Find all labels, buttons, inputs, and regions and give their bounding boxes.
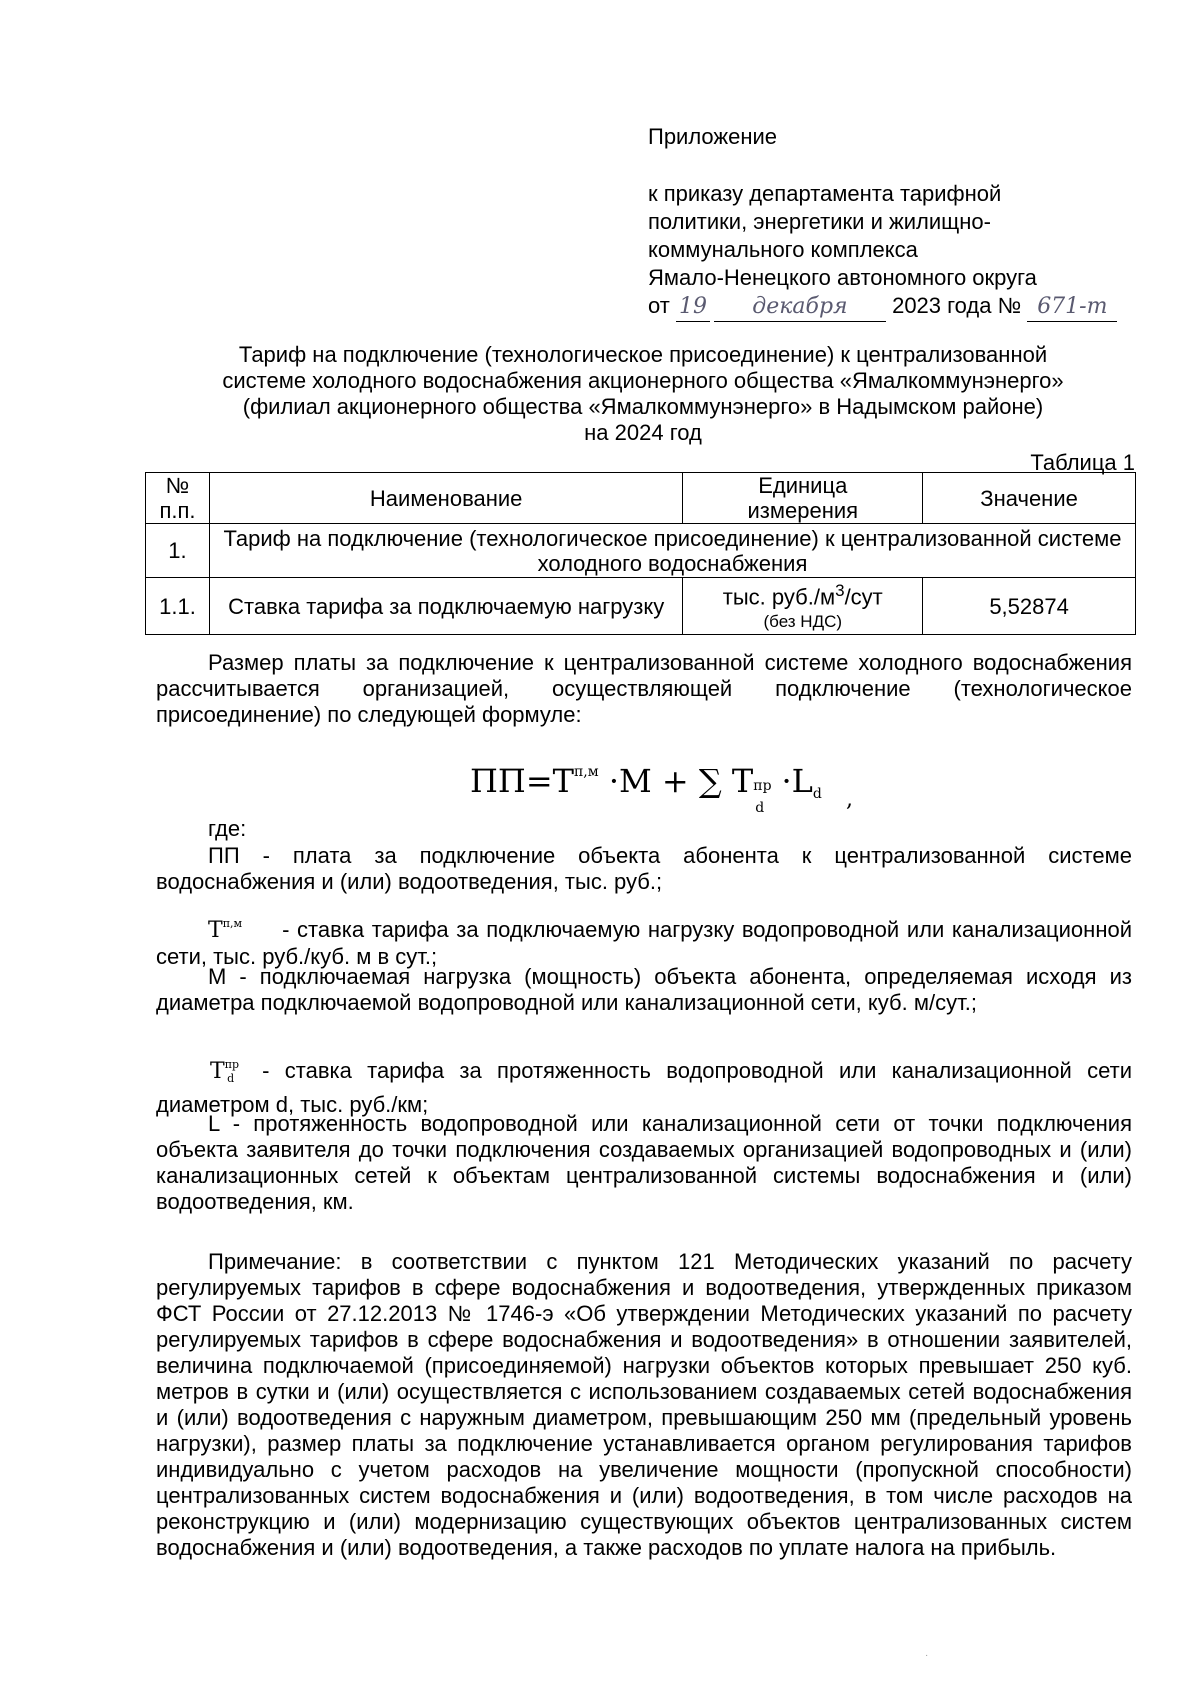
order-line: Ямало-Ненецкого автономного округа xyxy=(648,265,1037,290)
appendix-label: Приложение xyxy=(648,124,778,149)
formula-plus: + xyxy=(661,762,689,800)
scan-speck: · xyxy=(925,1650,929,1661)
formula xyxy=(470,762,853,816)
term-t-symbol: Т xyxy=(208,918,223,943)
row-unit-main xyxy=(687,578,918,609)
row-num: 1.1. xyxy=(146,578,210,635)
formula-comma: , xyxy=(846,787,853,812)
formula-t1-sup: п,м xyxy=(573,764,599,780)
formula-l-sub: d xyxy=(812,786,822,802)
table-caption: Таблица 1 xyxy=(1030,450,1135,475)
definition-m: М - подключаемая нагрузка (мощность) объекта абонента, определяемая исходя из диаметра подключаемой водопроводной или канализационной сети, куб. м/сут.; xyxy=(156,964,1132,1015)
header-name: Наименование xyxy=(209,473,682,524)
formula-sum: ∑ xyxy=(698,762,722,800)
table-row xyxy=(146,524,1136,578)
order-reference xyxy=(648,180,1128,322)
unit-superscript: 3 xyxy=(835,581,845,600)
order-line: политики, энергетики и жилищно- xyxy=(648,209,991,234)
title-line: системе холодного водоснабжения акционерного общества «Ямалкоммунэнерго» xyxy=(222,368,1064,393)
definition-t-text: - ставка тарифа за подключаемую нагрузку водопроводной или канализационной сети, тыс. руб./куб. м в сут.; xyxy=(156,917,1132,969)
unit-tail-text: /сут xyxy=(844,584,883,610)
header-unit xyxy=(683,473,923,524)
table-row xyxy=(146,578,1136,635)
handwritten-month: декабря xyxy=(714,293,886,322)
formula-m: М xyxy=(618,762,652,800)
formula-t2-sup: пр xyxy=(753,778,772,794)
note-paragraph: Примечание: в соответствии с пунктом 121 Методических указаний по расчету регулируемых тарифов в сфере водоснабжения и водоотведения, утвержденных приказом ФСТ России от 27.12.2013 № 1746-э «Об утверждении Методических указаний по расчету регулируемых тарифов в сфере водоснабжения и водоотведения» в отношении заявителей, величина подключаемой (присоединяемой) нагрузки объектов которых превышает 250 куб. метров в сутки и (или) осуществляется с использованием создаваемых сетей водоснабжения и (или) водоотведения с наружным диаметром, превышающим 250 мм (предельный уровень нагрузки), размер платы за подключение устанавливается органом регулирования тарифов индивидуально с учетом расходов на увеличение мощности (пропускной способности) централизованных систем водоснабжения и (или) водоотведения, в том числе расходов на реконструкцию и (или) модернизацию существующих объектов централизованных систем водоснабжения и (или) водоотведения, а также расходов по уплате налога на прибыль. xyxy=(156,1249,1132,1560)
formula-dot: · xyxy=(608,762,619,800)
row-unit-note: (без НДС) xyxy=(763,612,843,632)
term-td-subscript: d xyxy=(227,1072,235,1085)
title-line: (филиал акционерного общества «Ямалкоммунэнерго» в Надымском районе) xyxy=(242,394,1044,419)
definition-t xyxy=(156,911,1132,970)
where-label: где: xyxy=(208,816,247,841)
formula-t1: Т xyxy=(552,762,574,800)
formula-equals: = xyxy=(525,762,553,800)
formula-dot: · xyxy=(781,762,792,800)
header-unit-line: Единица xyxy=(758,473,848,498)
unit-main-text: тыс. руб./м xyxy=(722,584,836,610)
handwritten-order-number: 671-т xyxy=(1027,293,1117,322)
formula-t2: Т xyxy=(731,762,754,800)
row-unit xyxy=(683,578,923,635)
row-name: Ставка тарифа за подключаемую нагрузку xyxy=(209,578,682,635)
formula-l: L xyxy=(791,762,813,800)
header-num-line: № xyxy=(165,473,190,498)
section-text: Тариф на подключение (технологическое присоединение) к централизованной системе холодного водоснабжения xyxy=(209,524,1135,578)
order-line: коммунального комплекса xyxy=(648,237,918,262)
section-num: 1. xyxy=(146,524,210,578)
definition-pp: ПП - плата за подключение объекта абонента к централизованной системе водоснабжения и (или) водоотведения, тыс. руб.; xyxy=(156,843,1132,894)
row-value: 5,52874 xyxy=(923,578,1136,635)
formula-lhs: ПП xyxy=(470,762,526,800)
header-num-line: п.п. xyxy=(159,498,196,523)
definition-td-text: - ставка тарифа за протяженность водопроводной или канализационной сети диаметром d, тыс. руб./км; xyxy=(156,1058,1132,1117)
order-line: к приказу департамента тарифной xyxy=(648,181,1002,206)
date-prefix: от xyxy=(648,293,670,318)
formula-t2-sub: d xyxy=(755,800,765,816)
order-date-line xyxy=(648,292,1128,322)
table-header-row xyxy=(146,473,1136,524)
title-line: Тариф на подключение (технологическое присоединение) к централизованной xyxy=(238,342,1048,367)
definition-td xyxy=(156,1052,1132,1118)
definition-l: L - протяженность водопроводной или канализационной сети от точки подключения объекта заявителя до точки подключения создаваемых организацией водопроводных и (или) канализационных сетей к объектам централизованной системы водоснабжения и (или) водоотведения, км. xyxy=(156,1111,1132,1214)
term-td-symbol: Т xyxy=(210,1059,225,1084)
header-num xyxy=(146,473,210,524)
header-value: Значение xyxy=(923,473,1136,524)
term-td-superscript: пр xyxy=(224,1058,240,1071)
date-year: 2023 года № xyxy=(892,293,1022,318)
handwritten-day: 19 xyxy=(676,293,710,322)
term-t-superscript: п,м xyxy=(222,917,243,930)
tariff-table xyxy=(145,472,1136,635)
document-title xyxy=(148,342,1138,446)
header-unit-line: измерения xyxy=(747,498,859,523)
intro-paragraph: Размер платы за подключение к централизованной системе холодного водоснабжения рассчитывается организацией, осуществляющей подключение (технологическое присоединение) по следующей формуле: xyxy=(156,650,1132,727)
title-line: на 2024 год xyxy=(584,420,702,445)
